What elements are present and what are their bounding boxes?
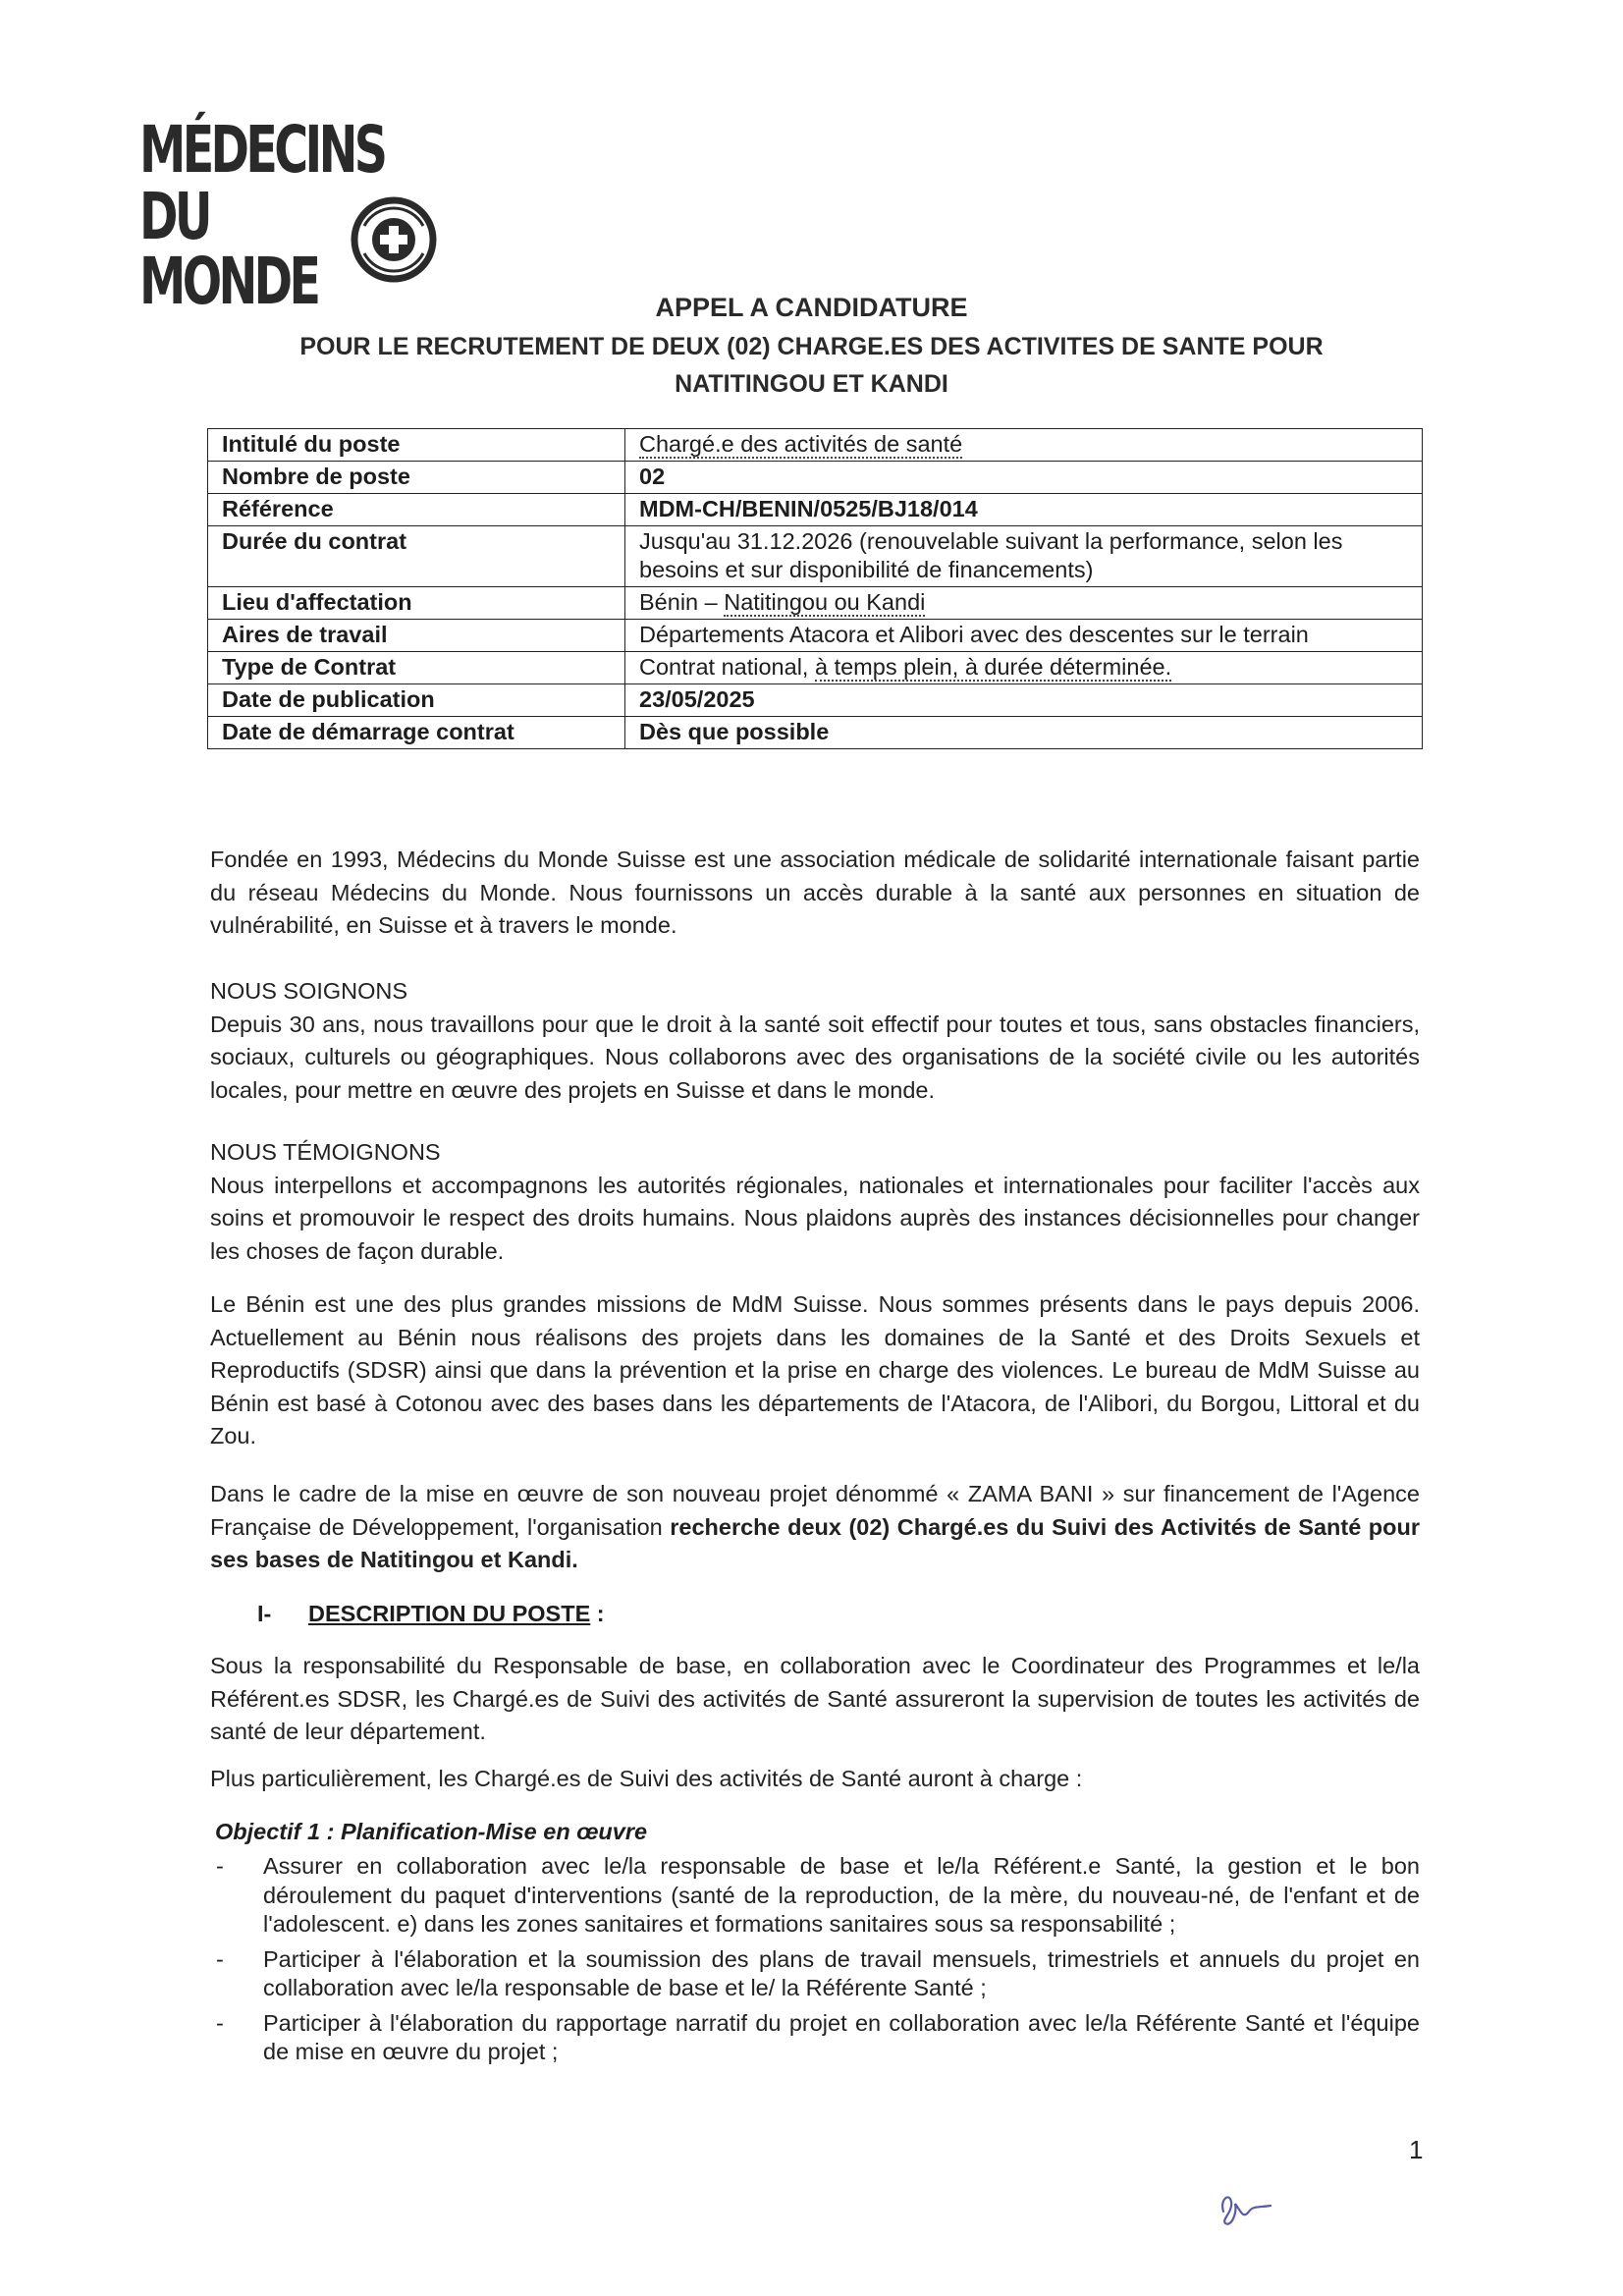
location-country: Bénin – (639, 589, 725, 615)
intro-paragraph: Fondée en 1993, Médecins du Monde Suisse est une association médicale de solidarité internationale faisant partie du réseau Médecins du Monde. Nous fournissons un accès durable à la santé aux personnes en situation de vulnérabilité, en Suisse et à travers le monde. (210, 847, 1420, 938)
section-heading: NOUS TÉMOIGNONS (210, 1139, 441, 1165)
section-soignons (210, 975, 1420, 1107)
page-subtitle-line-2: NATITINGOU ET KANDI (675, 370, 948, 398)
page-subtitle-line-1: POUR LE RECRUTEMENT DE DEUX (02) CHARGE.ES DES ACTIVITES DE SANTE POUR (299, 333, 1324, 360)
table-value: Dès que possible (625, 717, 1423, 749)
section-temoignons (210, 1136, 1420, 1268)
table-value (625, 652, 1423, 684)
description-paragraph: Sous la responsabilité du Responsable de base, en collaboration avec le Coordinateur des Programmes et le/la Référent.es SDSR, les Chargé.es de Suivi des activités de Santé assureront la supervision de toutes les activités de santé de leur département. (210, 1653, 1420, 1744)
logo-line-2: DU MONDE (139, 179, 318, 319)
job-info-table (207, 428, 1423, 749)
list-item: - Assurer en collaboration avec le/la responsable de base et le/la Référent.e Santé, la gestion et le bon déroulement du paquet d'interventions (santé de la reproduction, de la mère, du nouveau-né, de l'enfant et de l'adolescent. e) dans les zones sanitaires et formations sanitaires sous sa responsabilité ; (216, 1853, 1420, 1937)
initials-signature (1216, 2182, 1276, 2229)
logo-seal-icon (351, 196, 437, 283)
table-row (208, 526, 1423, 587)
table-value: Départements Atacora et Alibori avec des descentes sur le terrain (625, 620, 1423, 652)
contract-terms: à temps plein, à durée déterminée. (814, 654, 1172, 680)
table-label: Référence (208, 494, 625, 526)
section-heading: NOUS SOIGNONS (210, 978, 408, 1004)
recruitment-paragraph: Dans le cadre de la mise en œuvre de son nouveau projet dénommé « ZAMA BANI » sur financement de l'Agence Française de Développement, l'organisation recherche deux (02) Chargé.es du Suivi des Activités de Santé pour ses bases de Natitingou et Kandi. (210, 1481, 1420, 1572)
contract-type: Contrat national, (639, 654, 815, 680)
table-row (208, 587, 1423, 620)
position-title-value: Chargé.e des activités de santé (639, 431, 963, 457)
table-value (625, 429, 1423, 462)
page-title: APPEL A CANDIDATURE (655, 293, 968, 322)
table-row (208, 620, 1423, 652)
table-row (208, 429, 1423, 462)
section-heading-description: I- DESCRIPTION DU POSTE : (257, 1601, 605, 1626)
table-label: Date de démarrage contrat (208, 717, 625, 749)
list-item: - Participer à l'élaboration et la soumission des plans de travail mensuels, trimestriels et annuels du projet en collaboration avec le/la responsable de base et le/ la Référente Santé ; (216, 1945, 1420, 2000)
section-title: DESCRIPTION DU POSTE (308, 1601, 591, 1626)
responsibilities-intro: Plus particulièrement, les Chargé.es de Suivi des activités de Santé auront à charge : (210, 1766, 1083, 1791)
list-item: - Participer à l'élaboration du rapportage narratif du projet en collaboration avec le/la Référente Santé et l'équipe de mise en œuvre du projet ; (216, 2009, 1420, 2064)
table-label: Intitulé du poste (208, 429, 625, 462)
section-text: Nous interpellons et accompagnons les autorités régionales, nationales et internationales pour faciliter l'accès aux soins et promouvoir le respect des droits humains. Nous plaidons auprès des instances décisionnelles pour changer les choses de façon durable. (210, 1172, 1420, 1264)
table-value: Jusqu'au 31.12.2026 (renouvelable suivant la performance, selon les besoins et sur disponibilité de financements) (625, 526, 1423, 587)
table-value: MDM-CH/BENIN/0525/BJ18/014 (625, 494, 1423, 526)
table-row (208, 462, 1423, 494)
table-value: 23/05/2025 (625, 684, 1423, 717)
table-label: Aires de travail (208, 620, 625, 652)
table-label: Type de Contrat (208, 652, 625, 684)
table-row (208, 684, 1423, 717)
table-value: 02 (625, 462, 1423, 494)
objective-heading: Objectif 1 : Planification-Mise en œuvre (215, 1819, 648, 1844)
task-list (210, 1852, 1420, 2073)
logo-line-1: MÉDECINS (139, 112, 385, 188)
recruitment-highlight: recherche deux (02) Chargé.es du Suivi des Activités de Santé pour ses bases de Natitingou et Kandi. (210, 1513, 1420, 1572)
benin-paragraph: Le Bénin est une des plus grandes missions de MdM Suisse. Nous sommes présents dans le pays depuis 2006. Actuellement au Bénin nous réalisons des projets dans les domaines de la Santé et des Droits Sexuels et Reproductifs (SDSR) ainsi que dans la prévention et la prise en charge des violences. Le bureau de MdM Suisse au Bénin est basé à Cotonou avec des bases dans les départements de l'Atacora, de l'Alibori, du Borgou, Littoral et du Zou. (210, 1291, 1420, 1449)
table-label: Lieu d'affectation (208, 587, 625, 620)
table-row (208, 494, 1423, 526)
page-number: 1 (1409, 2135, 1424, 2164)
section-number: I- (257, 1601, 272, 1626)
table-label: Durée du contrat (208, 526, 625, 587)
mdm-logo (139, 112, 444, 319)
table-label: Nombre de poste (208, 462, 625, 494)
table-value (625, 587, 1423, 620)
section-text: Depuis 30 ans, nous travaillons pour que le droit à la santé soit effectif pour toutes et tous, sans obstacles financiers, sociaux, culturels ou géographiques. Nous collaborons avec des organisations de la société civile ou les autorités locales, pour mettre en œuvre des projets en Suisse et dans le monde. (210, 1011, 1420, 1103)
table-row (208, 717, 1423, 749)
table-label: Date de publication (208, 684, 625, 717)
table-row (208, 652, 1423, 684)
location-cities: Natitingou ou Kandi (724, 589, 926, 615)
